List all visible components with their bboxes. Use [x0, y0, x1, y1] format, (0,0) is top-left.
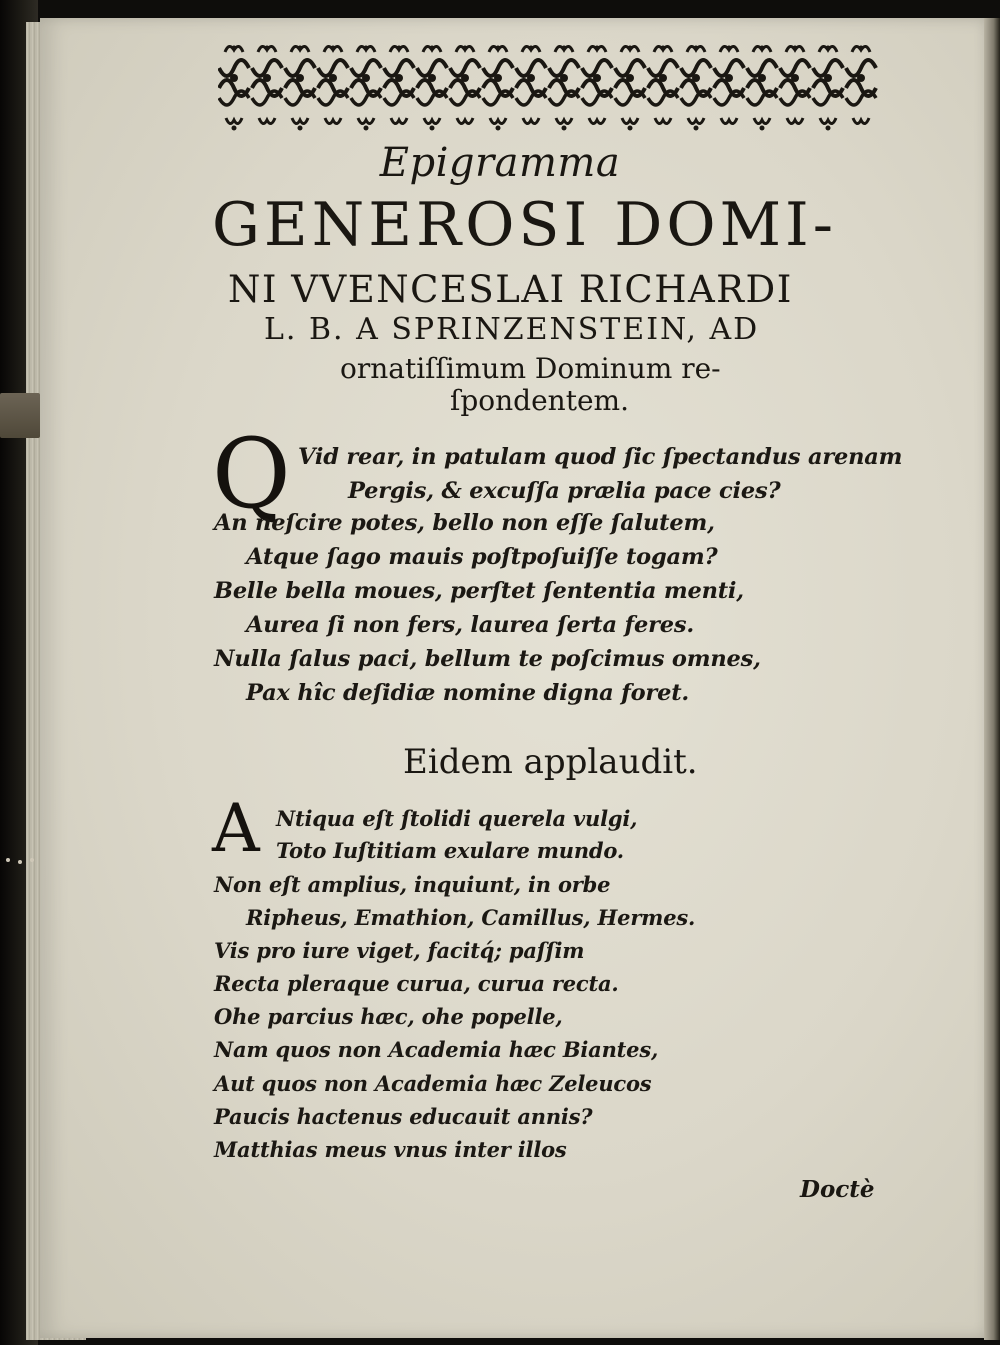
fleuron-stroke [846, 60, 876, 76]
fleuron-stroke [395, 74, 403, 82]
fleuron-stroke [562, 46, 567, 51]
fleuron-stroke [714, 60, 744, 76]
heading-line-5: ſpondentem. [450, 384, 629, 417]
fleuron-stroke [450, 60, 480, 76]
fleuron-stroke [694, 126, 699, 131]
fleuron-stroke [252, 91, 282, 105]
fleuron-stroke [628, 46, 633, 51]
fleuron-stroke [232, 46, 237, 51]
fleuron-stroke [721, 118, 737, 124]
page-right-edge [984, 18, 1000, 1340]
drop-cap-a: A [212, 790, 260, 867]
fleuron-stroke [259, 118, 275, 124]
fleuron-stroke [496, 126, 501, 131]
fleuron-stroke [826, 46, 831, 51]
fleuron-stroke [826, 126, 831, 131]
section-title: Eidem applaudit. [403, 742, 698, 782]
drop-cap-q: Q [212, 418, 291, 530]
fleuron-stroke [813, 60, 843, 76]
fleuron-stroke [417, 91, 447, 105]
heading-line-4: ornatiſſimum Dominum re- [340, 352, 721, 385]
fleuron-stroke [226, 118, 242, 124]
fleuron-stroke [298, 46, 303, 51]
fleuron-stroke [358, 118, 374, 124]
applause-line: Paucis hactenus educauit annis? [214, 1104, 593, 1129]
epigram-line: Atque ſago mauis poſtpoſuiſſe togam? [246, 544, 718, 570]
applause-line: Ohe parcius hæc, ohe popelle, [214, 1004, 563, 1029]
fleuron-stroke [582, 60, 612, 76]
epigram-line: An neſcire potes, bello non eſſe ſalutem, [214, 510, 715, 536]
epigram-line: Vid rear, in patulam quod ſic ſpectandus arenam [298, 444, 903, 470]
fleuron-stroke [747, 60, 777, 76]
fleuron-stroke [725, 74, 733, 82]
applause-line: Recta pleraque curua, curua recta. [214, 971, 619, 996]
fleuron-stroke [648, 60, 678, 76]
fleuron-stroke [780, 60, 810, 76]
fleuron-stroke [516, 60, 546, 76]
fleuron-stroke [450, 91, 480, 105]
fleuron-stroke [364, 46, 369, 51]
fleuron-stroke [351, 91, 381, 105]
applause-line: Aut quos non Academia hæc Zeleucos [214, 1071, 652, 1096]
fleuron-stroke [760, 46, 765, 51]
epigram-line: Aurea ſi non fers, laurea ſerta feres. [246, 612, 694, 638]
fleuron-stroke [461, 74, 469, 82]
fleuron-stroke [384, 91, 414, 105]
fleuron-stroke [813, 91, 843, 105]
fleuron-stroke [397, 46, 402, 51]
fleuron-stroke [747, 91, 777, 105]
fleuron-stroke [516, 91, 546, 105]
fleuron-stroke [820, 118, 836, 124]
heading-line-2: NI VVENCESLAI RICHARDI [228, 268, 793, 311]
fleuron-stroke [494, 74, 502, 82]
dust-speck [18, 860, 22, 864]
fleuron-stroke [230, 74, 238, 82]
heading-line-3: L. B. A SPRINZENSTEIN, AD [264, 312, 760, 347]
fleuron-stroke [853, 118, 869, 124]
fleuron-stroke [859, 46, 864, 51]
fleuron-stroke [285, 60, 315, 76]
fleuron-stroke [219, 60, 249, 76]
fleuron-stroke [714, 91, 744, 105]
fleuron-stroke [754, 118, 770, 124]
fleuron-stroke [787, 118, 803, 124]
fleuron-stroke [292, 118, 308, 124]
fleuron-stroke [760, 126, 765, 131]
fleuron-stroke [296, 74, 304, 82]
fleuron-stroke [648, 91, 678, 105]
fleuron-stroke [692, 74, 700, 82]
fleuron-stroke [318, 91, 348, 105]
fleuron-stroke [252, 60, 282, 76]
fleuron-stroke [232, 126, 237, 131]
fleuron-stroke [595, 46, 600, 51]
fleuron-stroke [661, 46, 666, 51]
fleuron-stroke [424, 118, 440, 124]
fleuron-stroke [384, 60, 414, 76]
epigram-line: Nulla ſalus paci, bellum te poſcimus omnes, [214, 646, 761, 672]
epigram-line: Pax hîc deſidiæ nomine digna foret. [246, 680, 690, 706]
fleuron-stroke [529, 46, 534, 51]
fleuron-stroke [417, 60, 447, 76]
fleuron-stroke [463, 46, 468, 51]
fleuron-stroke [780, 91, 810, 105]
fleuron-stroke [490, 118, 506, 124]
fleuron-stroke [219, 91, 249, 105]
fleuron-stroke [628, 126, 633, 131]
fleuron-stroke [331, 46, 336, 51]
epigram-line: Pergis, & excuſſa prælia pace cies? [348, 478, 781, 504]
heading-line-1: GENEROSI DOMI- [212, 190, 837, 260]
fleuron-stroke [681, 60, 711, 76]
fleuron-stroke [615, 60, 645, 76]
binding-strap [0, 393, 40, 438]
fleuron-stroke [615, 91, 645, 105]
applause-line: Ripheus, Emathion, Camillus, Hermes. [246, 905, 696, 930]
fleuron-stroke [457, 118, 473, 124]
fleuron-stroke [791, 74, 799, 82]
fleuron-stroke [793, 46, 798, 51]
epigram-line: Belle bella moues, perſtet ſententia menti, [214, 578, 744, 604]
fleuron-stroke [325, 118, 341, 124]
fleuron-stroke [362, 74, 370, 82]
fleuron-stroke [655, 118, 671, 124]
fleuron-stroke [589, 118, 605, 124]
applause-line: Ntiqua eſt ſtolidi querela vulgi, [276, 806, 638, 831]
fleuron-stroke [523, 118, 539, 124]
fleuron-stroke [593, 74, 601, 82]
fleuron-stroke [681, 91, 711, 105]
fleuron-stroke [430, 126, 435, 131]
fleuron-stroke [298, 126, 303, 131]
fleuron-stroke [285, 91, 315, 105]
fleuron-stroke [329, 74, 337, 82]
fleuron-stroke [694, 46, 699, 51]
applause-line: Vis pro iure viget, facitq́; paſſim [214, 938, 585, 963]
fleuron-stroke [263, 74, 271, 82]
fleuron-stroke [727, 46, 732, 51]
fleuron-stroke [846, 91, 876, 105]
fleuron-stroke [857, 74, 865, 82]
epigram-label: Epigramma [379, 140, 621, 186]
fleuron-stroke [549, 91, 579, 105]
fleuron-stroke [549, 60, 579, 76]
fleuron-stroke [428, 74, 436, 82]
fleuron-headpiece [218, 38, 878, 138]
fleuron-stroke [582, 91, 612, 105]
fleuron-stroke [351, 60, 381, 76]
dust-speck [30, 858, 34, 862]
dust-speck [6, 858, 10, 862]
fleuron-stroke [483, 91, 513, 105]
applause-line: Non eſt amplius, inquiunt, in orbe [214, 872, 611, 897]
fleuron-stroke [562, 126, 567, 131]
fleuron-stroke [556, 118, 572, 124]
applause-line: Nam quos non Academia hæc Biantes, [214, 1037, 659, 1062]
fleuron-stroke [430, 46, 435, 51]
applause-line: Matthias meus vnus inter illos [214, 1137, 567, 1162]
fleuron-stroke [391, 118, 407, 124]
fleuron-stroke [527, 74, 535, 82]
fleuron-stroke [364, 126, 369, 131]
fleuron-stroke [318, 60, 348, 76]
fleuron-stroke [688, 118, 704, 124]
fleuron-stroke [824, 74, 832, 82]
catchword: Doctè [800, 1176, 875, 1203]
applause-line: Toto Iuſtitiam exulare mundo. [276, 838, 624, 863]
fleuron-ornament-icon [218, 38, 878, 138]
fleuron-stroke [626, 74, 634, 82]
fleuron-stroke [496, 46, 501, 51]
fleuron-stroke [659, 74, 667, 82]
fleuron-stroke [483, 60, 513, 76]
fleuron-stroke [265, 46, 270, 51]
fleuron-stroke [560, 74, 568, 82]
fleuron-stroke [758, 74, 766, 82]
fleuron-stroke [622, 118, 638, 124]
